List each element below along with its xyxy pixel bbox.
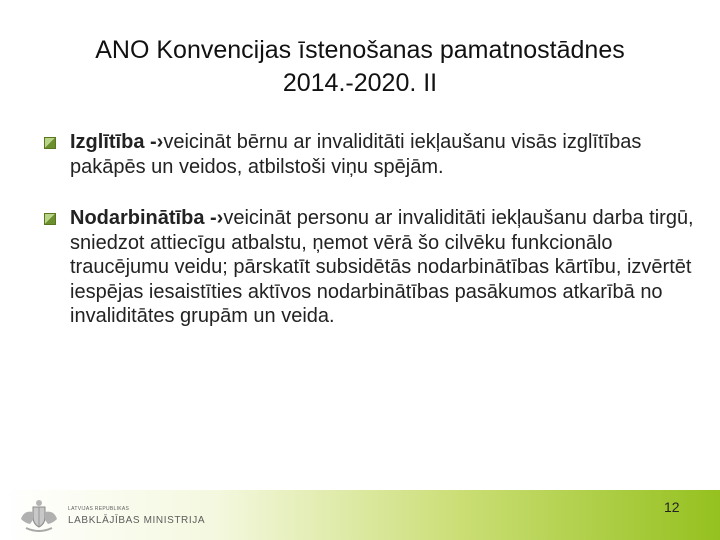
bullet-square-icon bbox=[44, 213, 56, 225]
bullet-lead: Nodarbinātība -› bbox=[70, 207, 224, 229]
bullet-item-education bbox=[44, 130, 694, 179]
logo-org-line-1: LATVIJAS REPUBLIKAS bbox=[68, 506, 130, 512]
slide-title-line-1: ANO Konvencijas īstenošanas pamatnostādnes bbox=[95, 36, 625, 64]
bullet-text: veicināt personu ar invaliditāti iekļaušanu darba tirgū, sniedzot attiecīgu atbalstu, ņemot vērā šo cilvēku funkcionālo traucējumu veidu; pārskatīt subsidētās nodarbinātības kārtību, izvērtēt iespējas iesaistīties aktīvos nodarbinātības pasākumos atkarībā no invaliditātes grupām un veida. bbox=[70, 207, 694, 327]
bullet-list bbox=[44, 130, 694, 329]
bullet-square-icon bbox=[44, 137, 56, 149]
ministry-logo-text bbox=[68, 505, 205, 528]
slide-title bbox=[20, 34, 700, 100]
bullet-item-employment bbox=[44, 206, 694, 329]
bullet-lead: Izglītība -› bbox=[70, 131, 164, 153]
page-number: 12 bbox=[664, 499, 680, 515]
latvian-coat-of-arms-icon bbox=[14, 498, 64, 534]
logo-org-line-2: LABKLĀJĪBAS MINISTRIJA bbox=[68, 515, 206, 526]
slide-title-line-2: 2014.-2020. II bbox=[282, 69, 438, 97]
bullet-text: veicināt bērnu ar invaliditāti iekļaušanu visās izglītības pakāpēs un veidos, atbilstoši viņu spējām. bbox=[70, 131, 642, 178]
